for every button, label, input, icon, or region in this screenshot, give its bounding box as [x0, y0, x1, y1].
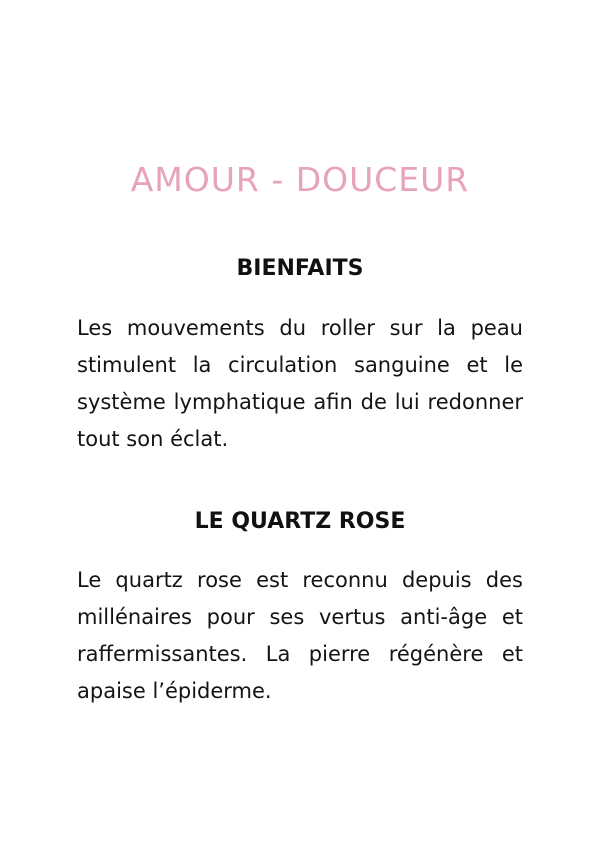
section-heading-bienfaits: BIENFAITS — [236, 256, 364, 281]
section-text-bienfaits: Les mouvements du roller sur la peau stimulent la circulation sanguine et le système lymphatique afin de lui redonner tout son éclat. — [77, 316, 523, 451]
section-heading-quartz-rose: LE QUARTZ ROSE — [194, 509, 406, 534]
section-text-quartz-rose: Le quartz rose est reconnu depuis des millénaires pour ses vertus anti-âge et raffermissantes. La pierre régénère et apaise l’épiderme. — [77, 568, 523, 703]
page-title: AMOUR - DOUCEUR — [130, 160, 470, 199]
